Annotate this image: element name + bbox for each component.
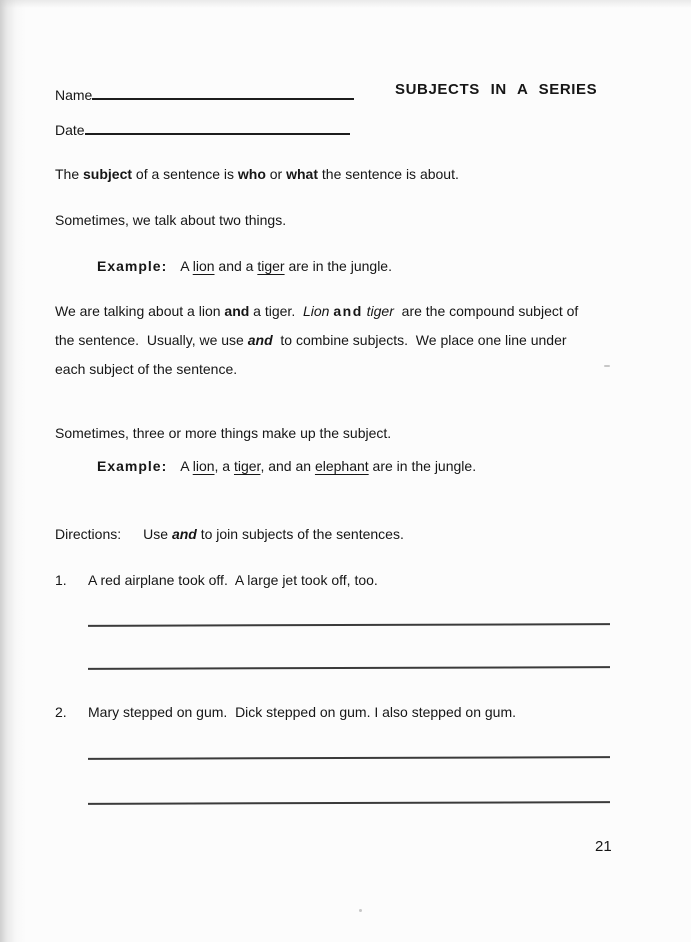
date-field-row xyxy=(55,119,350,138)
directions-text: Use and to join subjects of the sentences. xyxy=(143,526,404,542)
page-number: 21 xyxy=(595,838,612,855)
exercise-1-number: 1. xyxy=(55,572,67,588)
scan-edge-shadow-top xyxy=(0,0,691,8)
directions-label: Directions: xyxy=(55,526,122,542)
exercise-1-answer-line-1 xyxy=(88,623,610,627)
exercise-2-number: 2. xyxy=(55,704,67,720)
example-1 xyxy=(97,258,392,274)
explanation-paragraph: We are talking about a lion and a tiger. Lion and tiger are the compound subject of the sentence. Usually, we use and to combine subjects. We place one line under each subject of the sentence. xyxy=(55,303,579,377)
exercise-2 xyxy=(55,704,516,720)
example-1-label: Example: xyxy=(97,258,168,274)
exercise-2-answer-line-2 xyxy=(88,801,610,805)
directions-row xyxy=(55,526,404,542)
two-things-sentence: Sometimes, we talk about two things. xyxy=(55,212,287,228)
date-blank-line xyxy=(85,119,350,135)
exercise-1-answer-line-2 xyxy=(88,666,610,670)
exercise-2-sentence: Mary stepped on gum. Dick stepped on gum. I also stepped on gum. xyxy=(88,704,517,720)
date-label: Date xyxy=(55,122,85,138)
example-2-sentence: A lion, a tiger, and an elephant are in the jungle. xyxy=(180,458,477,474)
scan-speck xyxy=(359,909,362,912)
name-field-row xyxy=(55,84,354,103)
example-2 xyxy=(97,458,476,474)
scan-edge-shadow xyxy=(0,0,26,942)
name-blank-line xyxy=(92,84,354,100)
three-things-sentence: Sometimes, three or more things make up the subject. xyxy=(55,425,392,441)
page-title: SUBJECTS IN A SERIES xyxy=(395,81,598,98)
example-2-label: Example: xyxy=(97,458,168,474)
exercise-1 xyxy=(55,572,378,588)
name-label: Name xyxy=(55,87,93,103)
example-1-sentence: A lion and a tiger are in the jungle. xyxy=(180,258,392,274)
exercise-1-sentence: A red airplane took off. A large jet took off, too. xyxy=(88,572,378,588)
intro-sentence: The subject of a sentence is who or what the sentence is about. xyxy=(55,166,459,182)
exercise-2-answer-line-1 xyxy=(88,756,610,760)
